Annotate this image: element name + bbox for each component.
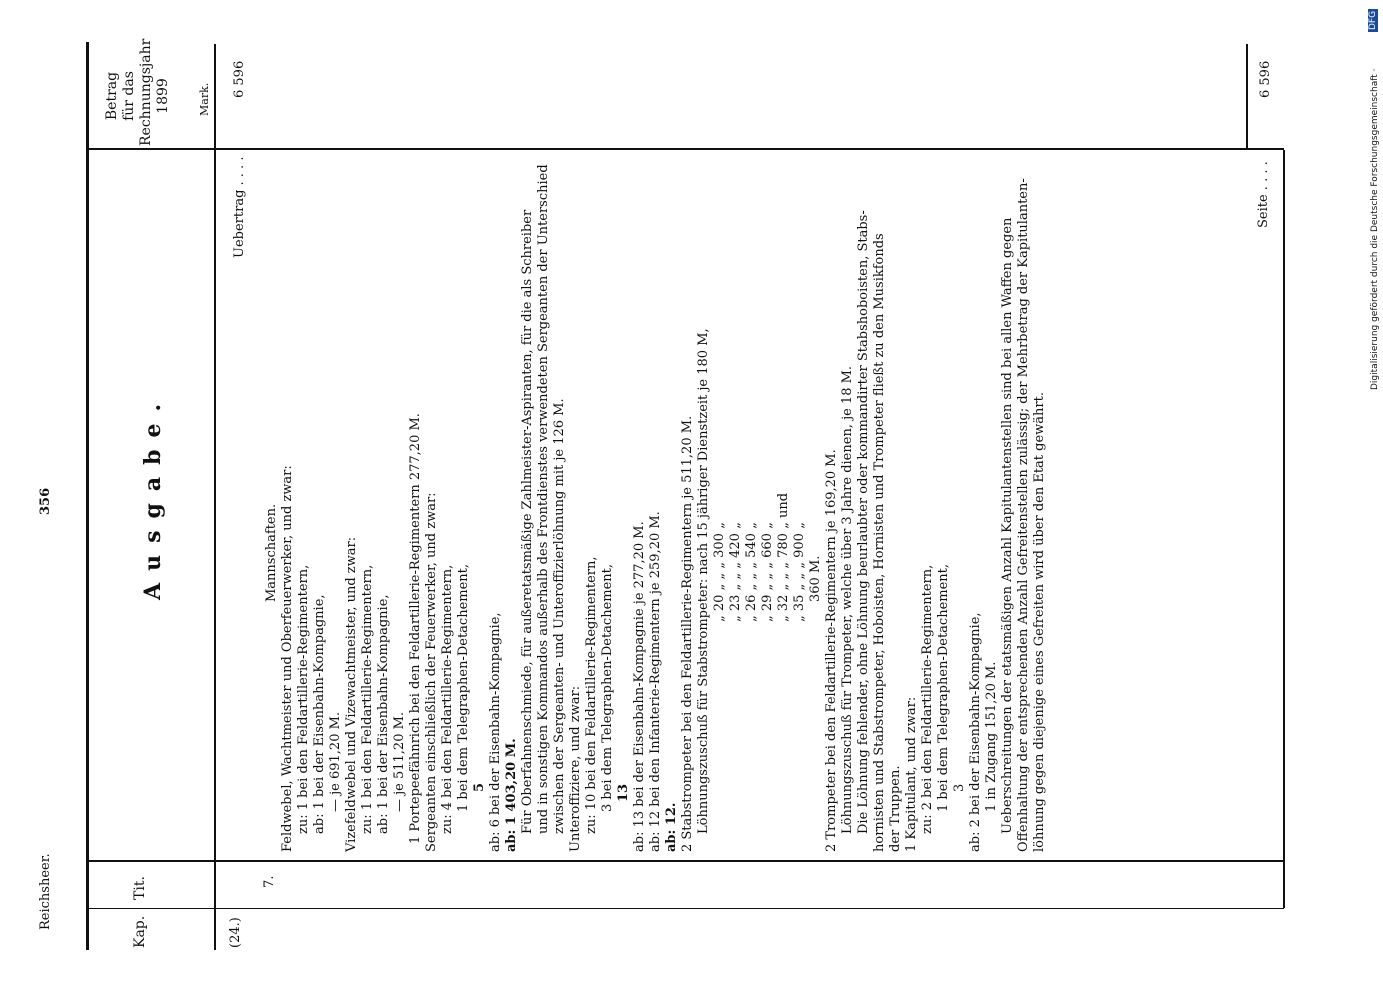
- uebertrag-label: Uebertrag . . . .: [232, 156, 247, 258]
- body-line: zu: 2 bei den Feldartillerie-Regimentern,: [920, 564, 935, 834]
- frame-top-rule: [86, 42, 89, 950]
- section-heading: Mannschaften.: [264, 503, 279, 602]
- body-line: „ 29 „ „ „ 660 „: [760, 522, 775, 622]
- body-line: ab: 2 bei der Eisenbahn-Kompagnie,: [968, 612, 983, 852]
- body-line: zu: 4 bei den Feldartillerie-Regimentern,: [440, 564, 455, 834]
- body-line: ab: 6 bei der Eisenbahn-Kompagnie,: [488, 612, 503, 852]
- body-line: Unteroffiziere, und zwar:: [568, 685, 583, 852]
- body-line: Die Löhnung fehlender, ohne Löhnung beurlaubter oder kommandirter Stabshoboisten, Stabs-: [856, 210, 871, 834]
- kap-value: (24.): [228, 917, 243, 948]
- body-line: hornisten und Stabstrompeter, Hoboisten, Hornisten und Trompeter fließt zu den Musikfonds: [872, 233, 887, 852]
- body-line: Löhnungszuschuß für Trompeter, welche über 3 Jahre dienen, je 18 M.: [840, 365, 855, 834]
- body-line: zu: 1 bei den Feldartillerie-Regimentern,: [360, 564, 375, 834]
- body-line: Offenhaltung der entsprechenden Anzahl Gefreitenstellen zulässig; der Mehrbetrag der Kapitulanten-: [1016, 178, 1031, 852]
- body-line: 1 bei dem Telegraphen-Detachement,: [936, 563, 951, 812]
- body-line: „ 32 „ „ „ 780 „ und: [776, 492, 791, 622]
- body-line: — je 691,20 M.: [328, 711, 343, 812]
- body-line: 13: [616, 783, 631, 802]
- body-line: Löhnungszuschuß für Stabstrompeter: nach 15 jähriger Dienstzeit je 180 M,: [696, 328, 711, 834]
- col-mark-header: Mark.: [198, 82, 211, 116]
- page-heading: Ausgabe.: [140, 391, 166, 600]
- body-line: Sergeanten einschließlich der Feuerwerker, und zwar:: [424, 492, 439, 852]
- sum-rule: [1246, 44, 1248, 148]
- col-kap-header: Kap.: [132, 915, 148, 948]
- body-line: zwischen der Sergeanten- und Unteroffizierlöhnung mit je 126 M.: [552, 398, 567, 834]
- body-line: „ 20 „ „ „ 300 „: [712, 522, 727, 622]
- col-sep-betrag: [88, 148, 1284, 150]
- col-tit-header: Tit.: [132, 876, 148, 900]
- body-line: „ 23 „ „ „ 420 „: [728, 522, 743, 622]
- body-line: und in sonstigen Kommandos außerhalb des Frontdienstes verwendeten Sergeanten der Unterschied: [536, 164, 551, 834]
- col-sep-tit: [88, 860, 1284, 862]
- body-line: ab: 12 bei den Infanterie-Regimentern je 259,20 M.: [648, 511, 663, 852]
- body-line: 1 Portepeefähnrich bei den Feldartillerie-Regimentern 277,20 M.: [408, 413, 423, 844]
- dfg-logo: DFG: [1368, 10, 1378, 30]
- page-number: 356: [38, 487, 53, 515]
- body-line: 3: [952, 783, 967, 792]
- body-line: löhnung gegen diejenige eines Gefreiten wird über den Etat gewährt.: [1032, 391, 1047, 852]
- body-line: ab: 1 bei der Eisenbahn-Kompagnie,: [312, 594, 327, 834]
- col-sep-kap: [88, 908, 1284, 909]
- body-line: 1 Kapitulant, und zwar:: [904, 696, 919, 852]
- body-line: ab: 12.: [664, 802, 679, 852]
- body-line: Feldwebel, Wachtmeister und Oberfeuerwerker, und zwar:: [280, 465, 295, 852]
- body-line: „ 26 „ „ „ 540 „: [744, 522, 759, 622]
- header-rule: [214, 44, 216, 950]
- body-line: Für Oberfahnenschmiede, für außeretatsmäßige Zahlmeister-Aspiranten, für die als Schreiber: [520, 209, 535, 834]
- body-line: 1 in Zugang 151,20 M.: [984, 661, 999, 812]
- uebertrag-value: 6 596: [232, 60, 247, 98]
- body-text: [264, 152, 1048, 852]
- body-line: 2 Stabstrompeter bei den Feldartillerie-Regimentern je 511,20 M.: [680, 415, 695, 852]
- seite-value: 6 596: [1258, 60, 1273, 98]
- bottom-rule: [1283, 150, 1285, 908]
- body-line: „ 35 „ „ „ 900 „: [792, 522, 807, 622]
- running-title: Reichsheer.: [38, 853, 53, 930]
- body-line: Vizefeldwebel und Vizewachtmeister, und zwar:: [344, 536, 359, 852]
- body-line: — je 511,20 M.: [392, 711, 407, 812]
- body-line: ab: 13 bei der Eisenbahn-Kompagnie je 277,20 M.: [632, 521, 647, 852]
- body-line: ab: 1 403,20 M.: [504, 738, 519, 852]
- col-betrag-header: Betrag für das Rechnungsjahr 1899: [104, 38, 171, 146]
- body-line: zu: 1 bei den Feldartillerie-Regimentern,: [296, 564, 311, 834]
- body-line: der Truppen.: [888, 765, 903, 852]
- body-line: 360 M.: [808, 555, 823, 602]
- seite-label: Seite . . . .: [1256, 161, 1271, 228]
- body-line: 3 bei dem Telegraphen-Detachement,: [600, 563, 615, 812]
- body-line: Ueberschreitungen der etatsmäßigen Anzahl Kapitulantenstellen sind bei allen Waffen gegen: [1000, 217, 1015, 834]
- body-line: zu: 10 bei den Feldartillerie-Regimentern,: [584, 556, 599, 834]
- body-line: ab: 1 bei der Eisenbahn-Kompagnie,: [376, 594, 391, 834]
- body-line: 5: [472, 782, 487, 792]
- tit-value: 7.: [262, 875, 277, 888]
- body-line: 2 Trompeter bei den Feldartillerie-Regimentern je 169,20 M.: [824, 449, 839, 852]
- body-line: 1 bei dem Telegraphen-Detachement,: [456, 563, 471, 812]
- dfg-stamp: Digitalisierung gefördert durch die Deutsche Forschungsgemeinschaft ·: [1370, 68, 1380, 390]
